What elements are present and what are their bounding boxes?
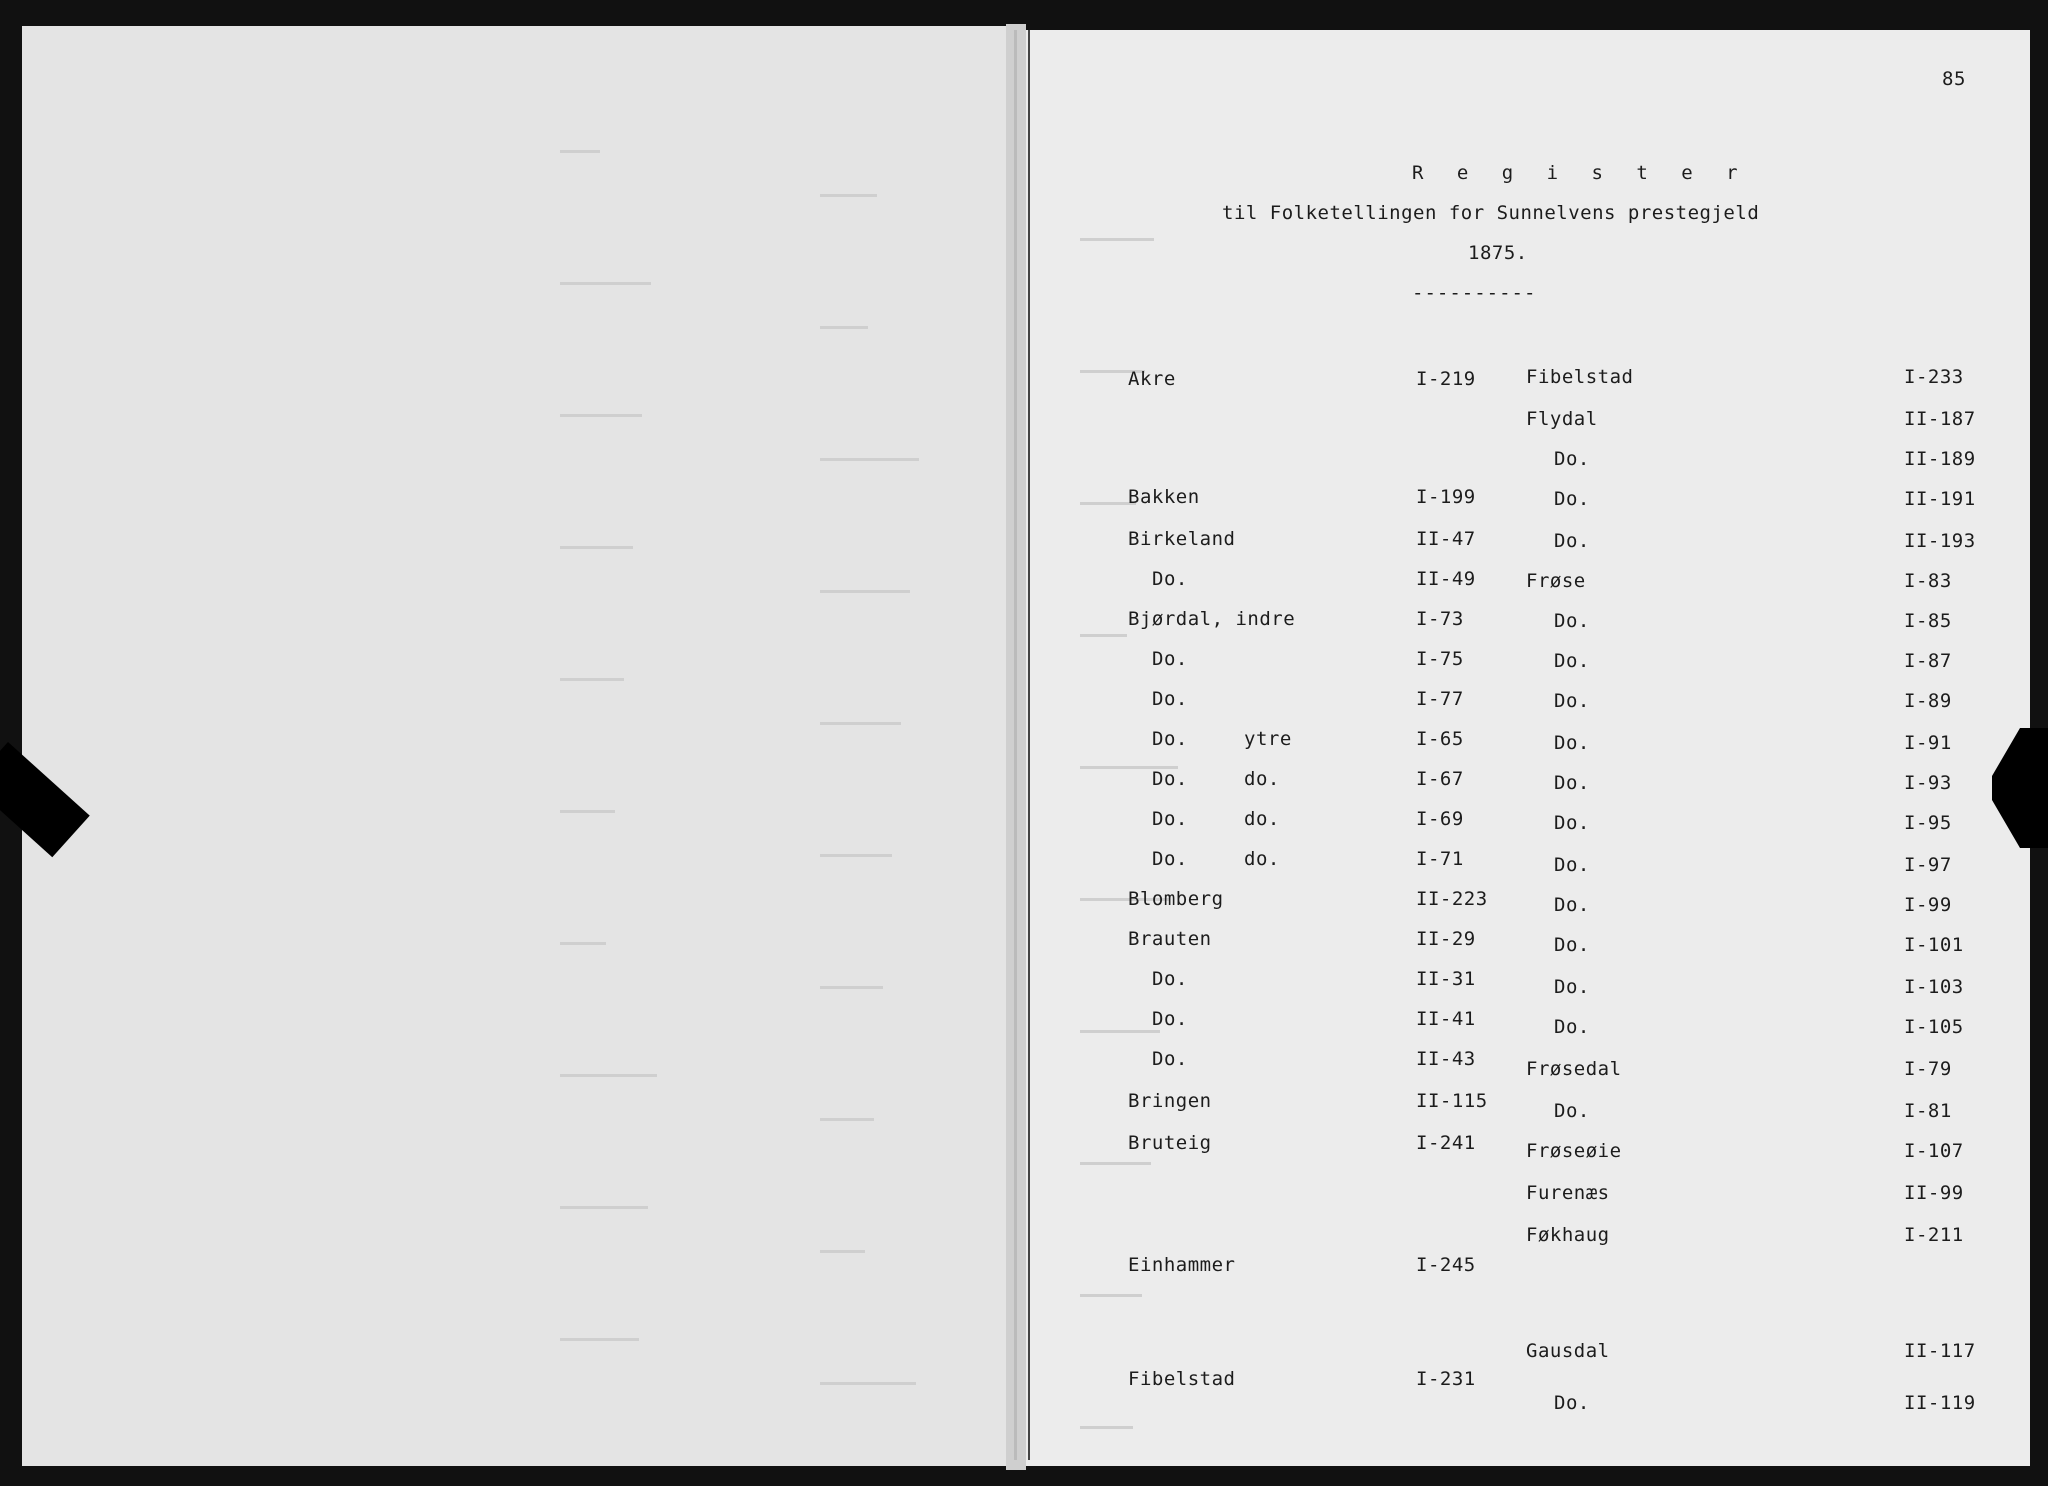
right-page-reference: I-99	[1904, 894, 1952, 916]
right-page-reference: I-103	[1904, 976, 1964, 998]
right-page-reference: I-87	[1904, 650, 1952, 672]
right-page-reference: I-89	[1904, 690, 1952, 712]
right-page-reference: I-211	[1904, 1224, 1964, 1246]
bleed-through-mark	[560, 678, 624, 681]
right-page-reference: I-83	[1904, 570, 1952, 592]
left-place-name: Blomberg	[1128, 888, 1224, 910]
left-place-name: Bringen	[1128, 1090, 1212, 1112]
bleed-through-mark	[820, 854, 892, 857]
right-page-reference: I-105	[1904, 1016, 1964, 1038]
bleed-through-mark	[1080, 1294, 1142, 1297]
left-place-name: Do.	[1152, 728, 1188, 750]
right-page-reference: II-187	[1904, 408, 1976, 430]
left-page-reference: I-71	[1416, 848, 1464, 870]
right-place-name: Do.	[1554, 530, 1590, 552]
left-place-name: Fibelstad	[1128, 1368, 1236, 1390]
left-place-qualifier: do.	[1244, 768, 1280, 790]
left-page-reference: II-223	[1416, 888, 1488, 910]
left-page-reference: I-199	[1416, 486, 1476, 508]
page-number: 85	[1942, 68, 1966, 90]
right-place-name: Gausdal	[1526, 1340, 1610, 1362]
bleed-through-mark	[560, 282, 651, 285]
right-page-reference: I-81	[1904, 1100, 1952, 1122]
right-place-name: Fibelstad	[1526, 366, 1634, 388]
left-place-name: Do.	[1152, 688, 1188, 710]
bleed-through-mark	[820, 194, 877, 197]
right-place-name: Føkhaug	[1526, 1224, 1610, 1246]
right-place-name: Furenæs	[1526, 1182, 1610, 1204]
right-page-reference: I-101	[1904, 934, 1964, 956]
left-place-name: Do.	[1152, 1008, 1188, 1030]
right-page-reference: II-99	[1904, 1182, 1964, 1204]
left-place-name: Birkeland	[1128, 528, 1236, 550]
left-page-reference: I-67	[1416, 768, 1464, 790]
register-heading: R e g i s t e r	[1412, 162, 1749, 184]
left-place-name: Do.	[1152, 568, 1188, 590]
left-place-qualifier: do.	[1244, 808, 1280, 830]
bleed-through-mark	[1080, 634, 1127, 637]
left-place-name: Akre	[1128, 368, 1176, 390]
bleed-through-mark	[820, 722, 901, 725]
bleed-through-mark	[1080, 1426, 1133, 1429]
left-place-qualifier: ytre	[1244, 728, 1292, 750]
right-page-reference: II-193	[1904, 530, 1976, 552]
right-page-reference: I-107	[1904, 1140, 1964, 1162]
left-page-reference: I-69	[1416, 808, 1464, 830]
left-page-reference: II-29	[1416, 928, 1476, 950]
left-place-name: Bakken	[1128, 486, 1200, 508]
left-place-name: Brauten	[1128, 928, 1212, 950]
right-place-name: Do.	[1554, 894, 1590, 916]
bleed-through-mark	[560, 1338, 639, 1341]
register-year: 1875.	[1468, 242, 1528, 264]
left-page-reference: I-245	[1416, 1254, 1476, 1276]
bleed-through-mark	[820, 1250, 865, 1253]
right-page-reference: I-233	[1904, 366, 1964, 388]
right-page-reference: I-95	[1904, 812, 1952, 834]
left-place-name: Do.	[1152, 768, 1188, 790]
right-page-reference: I-93	[1904, 772, 1952, 794]
right-place-name: Frøsedal	[1526, 1058, 1622, 1080]
left-page-reference: I-65	[1416, 728, 1464, 750]
right-page-reference: II-191	[1904, 488, 1976, 510]
bleed-through-mark	[820, 986, 883, 989]
right-place-name: Do.	[1554, 1016, 1590, 1038]
right-place-name: Do.	[1554, 1100, 1590, 1122]
left-place-name: Do.	[1152, 648, 1188, 670]
bleed-through-mark	[560, 1206, 648, 1209]
right-place-name: Frøseøie	[1526, 1140, 1622, 1162]
gutter-edge-line	[1014, 30, 1017, 1460]
bleed-through-mark	[1080, 1162, 1151, 1165]
right-page-reference: II-119	[1904, 1392, 1976, 1414]
left-page-reference: I-77	[1416, 688, 1464, 710]
right-place-name: Do.	[1554, 732, 1590, 754]
right-place-name: Do.	[1554, 610, 1590, 632]
right-place-name: Frøse	[1526, 570, 1586, 592]
left-place-name: Do.	[1152, 808, 1188, 830]
right-place-name: Do.	[1554, 650, 1590, 672]
register-subtitle: til Folketellingen for Sunnelvens prestegjeld	[1222, 202, 1760, 224]
bleed-through-mark	[560, 546, 633, 549]
right-place-name: Do.	[1554, 690, 1590, 712]
right-page-reference: I-79	[1904, 1058, 1952, 1080]
right-place-name: Do.	[1554, 488, 1590, 510]
right-page-reference: II-189	[1904, 448, 1976, 470]
left-place-name: Bjørdal, indre	[1128, 608, 1296, 630]
left-page-reference: I-75	[1416, 648, 1464, 670]
left-page-reference: II-41	[1416, 1008, 1476, 1030]
bleed-through-mark	[820, 326, 868, 329]
bleed-through-mark	[820, 458, 919, 461]
left-place-qualifier: do.	[1244, 848, 1280, 870]
left-place-name: Do.	[1152, 848, 1188, 870]
left-place-name: Einhammer	[1128, 1254, 1236, 1276]
right-place-name: Flydal	[1526, 408, 1598, 430]
left-place-name: Do.	[1152, 1048, 1188, 1070]
right-place-name: Do.	[1554, 448, 1590, 470]
right-place-name: Do.	[1554, 854, 1590, 876]
bleed-through-mark	[560, 942, 606, 945]
bleed-through-mark	[560, 1074, 657, 1077]
left-page-reference: I-231	[1416, 1368, 1476, 1390]
right-place-name: Do.	[1554, 812, 1590, 834]
left-page-reference: II-47	[1416, 528, 1476, 550]
gutter-shadow-line	[1028, 30, 1030, 1460]
right-page-reference: I-85	[1904, 610, 1952, 632]
left-page-reference: I-73	[1416, 608, 1464, 630]
right-place-name: Do.	[1554, 1392, 1590, 1414]
left-page-reference: II-115	[1416, 1090, 1488, 1112]
bleed-through-mark	[560, 810, 615, 813]
right-place-name: Do.	[1554, 934, 1590, 956]
right-place-name: Do.	[1554, 772, 1590, 794]
heading-rule: ----------	[1412, 282, 1537, 304]
left-page-reference: II-43	[1416, 1048, 1476, 1070]
right-page-reference: II-117	[1904, 1340, 1976, 1362]
bleed-through-mark	[560, 414, 642, 417]
bleed-through-mark	[820, 1382, 916, 1385]
right-page-reference: I-91	[1904, 732, 1952, 754]
left-page-reference: II-31	[1416, 968, 1476, 990]
bleed-through-mark	[560, 150, 600, 153]
left-place-name: Do.	[1152, 968, 1188, 990]
bleed-through-mark	[820, 1118, 874, 1121]
left-page-reference: I-241	[1416, 1132, 1476, 1154]
right-page-reference: I-97	[1904, 854, 1952, 876]
bleed-through-mark	[1080, 238, 1154, 241]
left-page-reference: I-219	[1416, 368, 1476, 390]
bleed-through-mark	[820, 590, 910, 593]
right-place-name: Do.	[1554, 976, 1590, 998]
left-page-reference: II-49	[1416, 568, 1476, 590]
left-place-name: Bruteig	[1128, 1132, 1212, 1154]
bleed-through-mark	[1080, 1030, 1160, 1033]
